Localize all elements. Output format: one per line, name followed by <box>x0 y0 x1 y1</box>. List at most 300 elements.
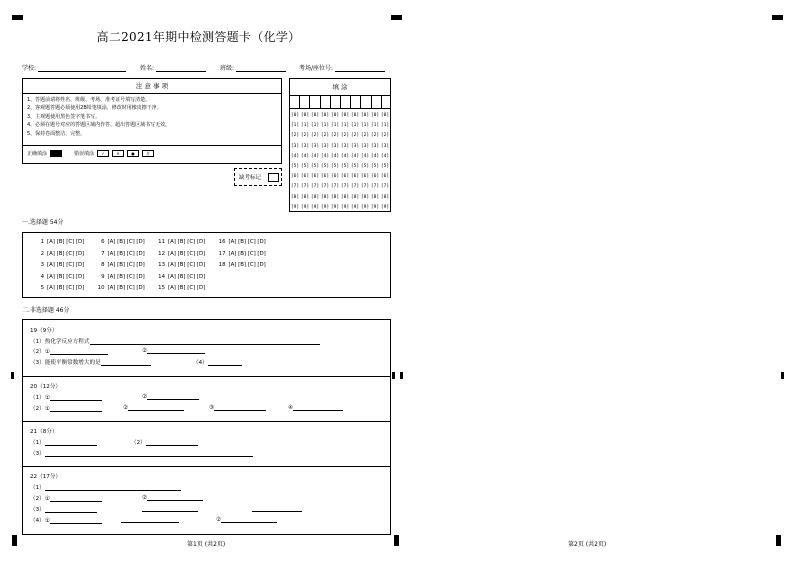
q19-part2-label: （2）① <box>30 349 50 355</box>
q19-part1-label: （1）热化学反应方程式 <box>30 339 90 345</box>
omr-bubble[interactable]: [0] <box>350 113 360 118</box>
omr-bubble[interactable]: [5] <box>300 163 310 169</box>
answer-line[interactable] <box>45 484 181 491</box>
answer-options[interactable]: [A] [B] [C] [D] <box>228 239 266 245</box>
omr-bubble[interactable]: [7] <box>290 184 300 190</box>
omr-bubble[interactable]: [2] <box>370 133 380 139</box>
registration-mark-bottom-right <box>776 535 781 546</box>
q19-part3-label: （3）能使平衡常数增大的是 <box>30 360 101 366</box>
answer-line[interactable] <box>147 393 199 400</box>
notice-item: 4、必须在题号对应的答题区域内作答，超出答题区域书写无效。 <box>27 122 171 129</box>
divider <box>23 421 390 422</box>
question-number: 11 <box>158 239 165 245</box>
omr-bubble[interactable]: [4] <box>360 153 370 159</box>
q22-part2a-label: （2）① <box>30 496 50 502</box>
omr-bubble[interactable]: [7] <box>310 184 320 190</box>
omr-bubble[interactable]: [5] <box>320 163 330 169</box>
question-number: 17 <box>218 250 226 257</box>
q21-part1[interactable] <box>30 438 97 446</box>
registration-mark-side-center <box>392 372 395 379</box>
omr-bubble[interactable]: [3] <box>310 143 320 149</box>
omr-row <box>290 111 390 121</box>
answer-options[interactable]: [A] [B] [C] [D] <box>107 285 145 291</box>
omr-bubble[interactable]: [4] <box>380 153 390 159</box>
entry-cell[interactable] <box>300 96 310 108</box>
registration-mark-bottom-center <box>394 535 399 546</box>
choice-question[interactable] <box>156 260 217 272</box>
q22-part4-label: （4）① <box>30 518 50 524</box>
notice-item: 3、主观题使用黑色签字笔书写。 <box>27 113 101 120</box>
omr-bubble[interactable]: [1] <box>370 123 380 129</box>
class-line[interactable] <box>236 64 286 72</box>
choice-row <box>35 272 277 284</box>
choice-question[interactable] <box>96 249 157 261</box>
question-number: 5 <box>40 285 44 291</box>
omr-bubble[interactable]: [7] <box>360 184 370 190</box>
omr-bubble[interactable]: [8] <box>310 194 320 200</box>
q22-part2b[interactable] <box>142 494 203 501</box>
entry-cell[interactable] <box>310 96 320 108</box>
omr-bubble[interactable]: [3] <box>350 143 360 149</box>
q19-part1[interactable] <box>30 337 320 345</box>
q21-part1-label: （1） <box>30 440 45 446</box>
q21-heading: 21（8分） <box>30 429 58 435</box>
omr-bubble[interactable]: [4] <box>350 153 360 159</box>
answer-line[interactable] <box>50 348 108 355</box>
answer-line[interactable] <box>50 405 102 412</box>
q19-part2[interactable] <box>30 347 108 355</box>
section1-title: 一.选择题 54分 <box>22 219 64 226</box>
fill-panel-entry-row <box>290 96 390 109</box>
choice-question[interactable] <box>35 249 96 261</box>
omr-bubble[interactable]: [7] <box>330 184 340 190</box>
q20-part2d[interactable] <box>288 404 343 411</box>
omr-bubble[interactable]: [0] <box>310 113 320 118</box>
omr-bubble[interactable]: [1] <box>300 123 310 129</box>
omr-bubble[interactable]: [7] <box>350 184 360 190</box>
omr-bubble[interactable]: [8] <box>300 194 310 200</box>
question-number: 1 <box>40 239 44 245</box>
omr-bubble[interactable]: [6] <box>300 174 310 180</box>
name-label: 姓名: <box>140 65 155 72</box>
answer-line[interactable] <box>50 394 102 401</box>
answer-line[interactable] <box>208 359 242 366</box>
q21-part2[interactable] <box>131 438 198 446</box>
omr-bubble[interactable]: [8] <box>330 194 340 200</box>
question-number: 15 <box>158 285 165 291</box>
omr-bubble[interactable]: [5] <box>370 163 380 169</box>
omr-row <box>290 162 390 172</box>
choice-question[interactable] <box>35 237 96 249</box>
omr-bubble[interactable]: [0] <box>380 113 390 118</box>
free-response-box <box>22 319 391 535</box>
omr-bubble[interactable]: [4] <box>300 153 310 159</box>
question-number: 13 <box>158 262 165 268</box>
omr-bubble[interactable]: [9] <box>340 204 350 210</box>
entry-cell[interactable] <box>290 96 300 108</box>
question-number: 8 <box>101 262 105 268</box>
omr-bubble[interactable]: [2] <box>330 133 340 139</box>
omr-bubble[interactable]: [4] <box>330 153 340 159</box>
omr-bubble[interactable]: [9] <box>300 204 310 210</box>
omr-bubble[interactable]: [2] <box>360 133 370 139</box>
omr-bubble[interactable]: [2] <box>340 133 350 139</box>
notice-list <box>23 94 281 138</box>
omr-bubble[interactable]: [3] <box>290 143 300 149</box>
omr-bubble[interactable]: [8] <box>340 194 350 200</box>
omr-bubble[interactable]: [8] <box>360 194 370 200</box>
answer-options[interactable]: [A] [B] [C] [D] <box>168 273 206 280</box>
answer-line[interactable] <box>128 404 184 411</box>
answer-line[interactable] <box>221 516 277 523</box>
entry-cell[interactable] <box>321 96 331 108</box>
question-number: 4 <box>40 273 44 280</box>
notice-item: 1、答题前请将姓名、班级、考场、准考证号填写清楚。 <box>27 97 151 103</box>
omr-bubble[interactable]: [8] <box>350 194 360 200</box>
registration-mark-side-center-2 <box>400 372 403 379</box>
omr-bubble[interactable]: [6] <box>380 174 390 180</box>
q22-heading: 22（17分） <box>30 474 62 480</box>
answer-options[interactable]: [A] [B] [C] [D] <box>168 239 206 245</box>
omr-bubble[interactable]: [3] <box>330 143 340 149</box>
answer-line[interactable] <box>50 495 102 502</box>
omr-bubble[interactable]: [5] <box>290 163 300 169</box>
omr-bubble[interactable]: [0] <box>290 113 300 118</box>
q22-part4b-label: ② <box>216 517 222 523</box>
omr-bubble[interactable]: [3] <box>370 143 380 149</box>
q22-part2a[interactable] <box>30 494 102 502</box>
name-field[interactable] <box>140 63 206 72</box>
choice-row <box>35 249 277 261</box>
omr-bubble[interactable]: [1] <box>340 123 350 129</box>
answer-options[interactable]: [A] [B] [C] [D] <box>107 273 145 280</box>
choice-question[interactable] <box>156 237 217 249</box>
omr-bubble[interactable]: [1] <box>290 123 300 129</box>
q20-part2a-label: （2）① <box>30 406 50 412</box>
q22-part3-label: （3） <box>30 507 45 513</box>
omr-bubble[interactable]: [3] <box>360 143 370 149</box>
choice-question[interactable] <box>156 283 217 295</box>
q20-part1b[interactable] <box>142 393 199 400</box>
school-field[interactable] <box>22 63 126 72</box>
q20-heading: 20（12分） <box>30 384 62 390</box>
question-number: 18 <box>218 262 226 268</box>
q19-part2b[interactable] <box>142 347 205 354</box>
answer-options[interactable]: [A] [B] [C] [D] <box>47 239 85 245</box>
correct-fill-label: 正确填涂 <box>27 151 48 157</box>
answer-line[interactable] <box>214 404 266 411</box>
q22-part1[interactable] <box>30 483 181 491</box>
omr-bubble[interactable]: [0] <box>320 113 330 118</box>
q21-part3-label: （3） <box>30 451 45 457</box>
q20-part1a[interactable] <box>30 393 102 401</box>
omr-row <box>290 142 390 152</box>
answer-line[interactable] <box>121 516 179 523</box>
answer-options[interactable]: [A] [B] [C] [D] <box>168 250 206 257</box>
section2-title: 二.非选择题 46分 <box>22 307 70 314</box>
choice-question[interactable] <box>96 283 157 295</box>
class-label: 班级: <box>220 65 235 72</box>
school-line[interactable] <box>38 64 126 72</box>
choice-question[interactable] <box>156 249 217 261</box>
answer-line[interactable] <box>147 494 203 501</box>
omr-bubble[interactable]: [8] <box>380 194 390 200</box>
registration-mark-top-center-left <box>391 15 402 20</box>
entry-cell[interactable] <box>341 96 351 108</box>
omr-bubble[interactable]: [7] <box>370 184 380 190</box>
omr-bubble[interactable]: [7] <box>320 184 330 190</box>
entry-cell[interactable] <box>372 96 382 108</box>
choice-row <box>35 237 277 249</box>
choice-grid <box>35 237 277 295</box>
question-number: 16 <box>218 239 226 245</box>
answer-line[interactable] <box>45 450 253 457</box>
omr-bubble[interactable]: [0] <box>300 113 310 118</box>
omr-bubble[interactable]: [9] <box>350 204 360 210</box>
omr-bubble[interactable]: [8] <box>370 194 380 200</box>
q20-part2c[interactable] <box>209 404 266 411</box>
omr-bubble[interactable]: [5] <box>350 163 360 169</box>
omr-bubble[interactable]: [2] <box>290 133 300 139</box>
notice-box <box>22 78 282 164</box>
omr-bubble[interactable]: [1] <box>310 123 320 129</box>
omr-row <box>290 182 390 192</box>
q20-part2b-label: ② <box>123 405 129 411</box>
omr-row <box>290 131 390 141</box>
omr-bubble[interactable]: [9] <box>330 204 340 210</box>
exam-number-panel <box>289 78 391 212</box>
answer-options[interactable]: [A] [B] [C] [D] <box>228 262 266 268</box>
answer-options[interactable]: [A] [B] [C] [D] <box>47 285 85 291</box>
question-number: 7 <box>101 250 105 257</box>
omr-bubble[interactable]: [3] <box>320 143 330 149</box>
choice-question[interactable] <box>96 260 157 272</box>
q20-part2b[interactable] <box>123 404 184 411</box>
question-number: 12 <box>158 250 165 257</box>
wrong-fill-dot-icon: ● <box>127 150 139 157</box>
omr-bubble[interactable]: [3] <box>380 143 390 149</box>
omr-bubble[interactable]: [2] <box>380 133 390 139</box>
missing-exam-label: 缺考标记 <box>239 175 262 181</box>
omr-bubble[interactable]: [9] <box>320 204 330 210</box>
choice-row <box>35 283 277 295</box>
q21-part2-label: （2） <box>131 440 146 446</box>
omr-bubble[interactable]: [4] <box>290 153 300 159</box>
omr-bubble[interactable]: [5] <box>340 163 350 169</box>
omr-bubble[interactable]: [2] <box>320 133 330 139</box>
choice-question[interactable] <box>156 272 217 284</box>
answer-line[interactable] <box>101 359 151 366</box>
answer-options[interactable]: [A] [B] [C] [D] <box>168 285 206 291</box>
answer-options[interactable]: [A] [B] [C] [D] <box>107 250 145 257</box>
omr-bubble[interactable]: [4] <box>340 153 350 159</box>
omr-bubble[interactable]: [9] <box>380 204 390 210</box>
page1-footer: 第1页 (共2页) <box>187 541 226 548</box>
question-number: 6 <box>101 239 105 245</box>
answer-line[interactable] <box>45 506 97 513</box>
entry-cell[interactable] <box>361 96 371 108</box>
q22-part3[interactable] <box>30 505 97 513</box>
answer-line[interactable] <box>146 439 198 446</box>
registration-mark-top-left <box>12 15 23 20</box>
q22-part4b[interactable] <box>216 516 277 523</box>
divider <box>23 376 390 377</box>
omr-bubble[interactable]: [5] <box>360 163 370 169</box>
answer-options[interactable]: [A] [B] [C] [D] <box>107 239 145 245</box>
omr-bubble[interactable]: [1] <box>360 123 370 129</box>
omr-bubble[interactable]: [0] <box>370 113 380 118</box>
omr-bubble[interactable]: [7] <box>380 184 390 190</box>
omr-bubble[interactable]: [6] <box>350 174 360 180</box>
question-number: 3 <box>40 262 44 268</box>
fill-example <box>27 150 154 157</box>
q19-part4[interactable] <box>193 358 242 366</box>
choice-row <box>35 260 277 272</box>
choice-question[interactable] <box>35 260 96 272</box>
entry-cell[interactable] <box>382 96 390 108</box>
exam-room-label: 考场/座位号: <box>299 65 334 72</box>
omr-bubble[interactable]: [6] <box>310 174 320 180</box>
school-label: 学校: <box>22 65 37 72</box>
fill-panel-header: 填 涂 <box>290 79 390 96</box>
wrong-fill-cross-icon: ✕ <box>112 150 124 157</box>
question-number: 10 <box>97 285 105 291</box>
omr-bubble[interactable]: [2] <box>310 133 320 139</box>
omr-bubble[interactable]: [9] <box>370 204 380 210</box>
omr-bubble[interactable]: [8] <box>320 194 330 200</box>
omr-bubble[interactable]: [1] <box>380 123 390 129</box>
registration-mark-top-right <box>772 15 783 20</box>
omr-row <box>290 172 390 182</box>
q19-part4-label: （4） <box>193 360 208 366</box>
omr-bubble[interactable]: [9] <box>310 204 320 210</box>
omr-bubble[interactable]: [6] <box>330 174 340 180</box>
q19-part3[interactable] <box>30 358 151 366</box>
wrong-fill-slash-icon: // <box>142 150 154 157</box>
omr-bubble[interactable]: [1] <box>330 123 340 129</box>
omr-bubble[interactable]: [6] <box>290 174 300 180</box>
entry-cell[interactable] <box>351 96 361 108</box>
omr-bubble[interactable]: [8] <box>290 194 300 200</box>
omr-bubble[interactable]: [2] <box>350 133 360 139</box>
q20-part2c-label: ③ <box>209 405 215 411</box>
q19-heading: 19（9分） <box>30 328 58 334</box>
choice-question[interactable] <box>217 249 278 261</box>
q20-part2d-label: ④ <box>288 405 294 411</box>
omr-bubble[interactable]: [9] <box>290 204 300 210</box>
entry-cell[interactable] <box>331 96 341 108</box>
omr-bubble[interactable]: [6] <box>370 174 380 180</box>
answer-options[interactable]: [A] [B] [C] [D] <box>47 273 85 280</box>
omr-bubble[interactable]: [0] <box>360 113 370 118</box>
question-number: 2 <box>40 250 44 257</box>
omr-bubble[interactable]: [5] <box>380 163 390 169</box>
q22-part1-label: （1） <box>30 485 45 491</box>
omr-bubble[interactable]: [4] <box>320 153 330 159</box>
registration-mark-side-left <box>11 372 14 379</box>
answer-line[interactable] <box>45 439 97 446</box>
answer-options[interactable]: [A] [B] [C] [D] <box>168 262 206 268</box>
registration-mark-bottom-left <box>12 535 17 546</box>
omr-bubble[interactable]: [0] <box>330 113 340 118</box>
question-number: 9 <box>101 273 105 280</box>
choice-question[interactable] <box>217 237 278 249</box>
omr-bubble[interactable]: [6] <box>360 174 370 180</box>
q19-part2b-label: ② <box>142 348 148 354</box>
correct-fill-sample <box>50 150 62 157</box>
q20-part1b-label: ② <box>142 394 148 400</box>
omr-bubble[interactable]: [6] <box>320 174 330 180</box>
wrong-fill-check-icon: ✓ <box>97 150 109 157</box>
answer-options[interactable]: [A] [B] [C] [D] <box>47 262 85 268</box>
page2-footer: 第2页 (共2页) <box>568 541 607 548</box>
class-field[interactable] <box>220 63 286 72</box>
answer-line[interactable] <box>90 338 320 345</box>
q22-part4[interactable] <box>30 516 102 524</box>
answer-line[interactable] <box>252 505 302 512</box>
missing-exam-checkbox[interactable] <box>268 173 279 182</box>
q20-part1a-label: （1）① <box>30 395 50 401</box>
wrong-fill-label: 错误填涂 <box>74 151 95 157</box>
question-number: 14 <box>158 273 165 280</box>
answer-line[interactable] <box>50 517 102 524</box>
answer-line[interactable] <box>293 404 343 411</box>
omr-bubble[interactable]: [5] <box>330 163 340 169</box>
registration-mark-side-right <box>781 372 784 379</box>
divider <box>23 466 390 467</box>
answer-line[interactable] <box>142 505 198 512</box>
exam-room-field[interactable] <box>299 63 385 72</box>
page-title: 高二2021年期中检测答题卡（化学） <box>96 30 301 44</box>
omr-bubble[interactable]: [1] <box>350 123 360 129</box>
omr-row <box>290 193 390 203</box>
omr-bubble[interactable]: [5] <box>310 163 320 169</box>
answer-options[interactable]: [A] [B] [C] [D] <box>107 262 145 268</box>
notice-header: 注 意 事 项 <box>23 79 281 94</box>
notice-item: 2、客观题答题必须使用2B铅笔填涂，修改时用橡皮擦干净。 <box>27 105 162 112</box>
omr-row <box>290 121 390 131</box>
name-line[interactable] <box>156 64 206 72</box>
omr-bubble[interactable]: [7] <box>340 184 350 190</box>
omr-bubble[interactable]: [2] <box>300 133 310 139</box>
choice-question[interactable] <box>217 260 278 272</box>
omr-bubble[interactable]: [1] <box>320 123 330 129</box>
notice-item: 5、保持卷面整洁、完整。 <box>27 130 86 137</box>
choice-box <box>22 232 391 298</box>
omr-row <box>290 152 390 162</box>
answer-line[interactable] <box>147 347 205 354</box>
missing-exam-mark[interactable] <box>234 168 282 186</box>
omr-bubble[interactable]: [9] <box>360 204 370 210</box>
choice-question[interactable] <box>96 272 157 284</box>
omr-bubble[interactable]: [4] <box>310 153 320 159</box>
omr-bubble[interactable]: [3] <box>340 143 350 149</box>
omr-bubble[interactable]: [0] <box>340 113 350 118</box>
omr-bubble[interactable]: [4] <box>370 153 380 159</box>
q20-part2a[interactable] <box>30 404 102 412</box>
choice-question[interactable] <box>96 237 157 249</box>
exam-room-line[interactable] <box>335 64 385 72</box>
choice-question[interactable] <box>35 272 96 284</box>
answer-options[interactable]: [A] [B] [C] [D] <box>228 250 266 257</box>
omr-bubble[interactable]: [7] <box>300 184 310 190</box>
omr-bubble[interactable]: [3] <box>300 143 310 149</box>
choice-question[interactable] <box>35 283 96 295</box>
omr-bubble[interactable]: [6] <box>340 174 350 180</box>
answer-options[interactable]: [A] [B] [C] [D] <box>47 250 85 257</box>
q21-part3[interactable] <box>30 449 253 457</box>
q22-part2b-label: ② <box>142 495 148 501</box>
